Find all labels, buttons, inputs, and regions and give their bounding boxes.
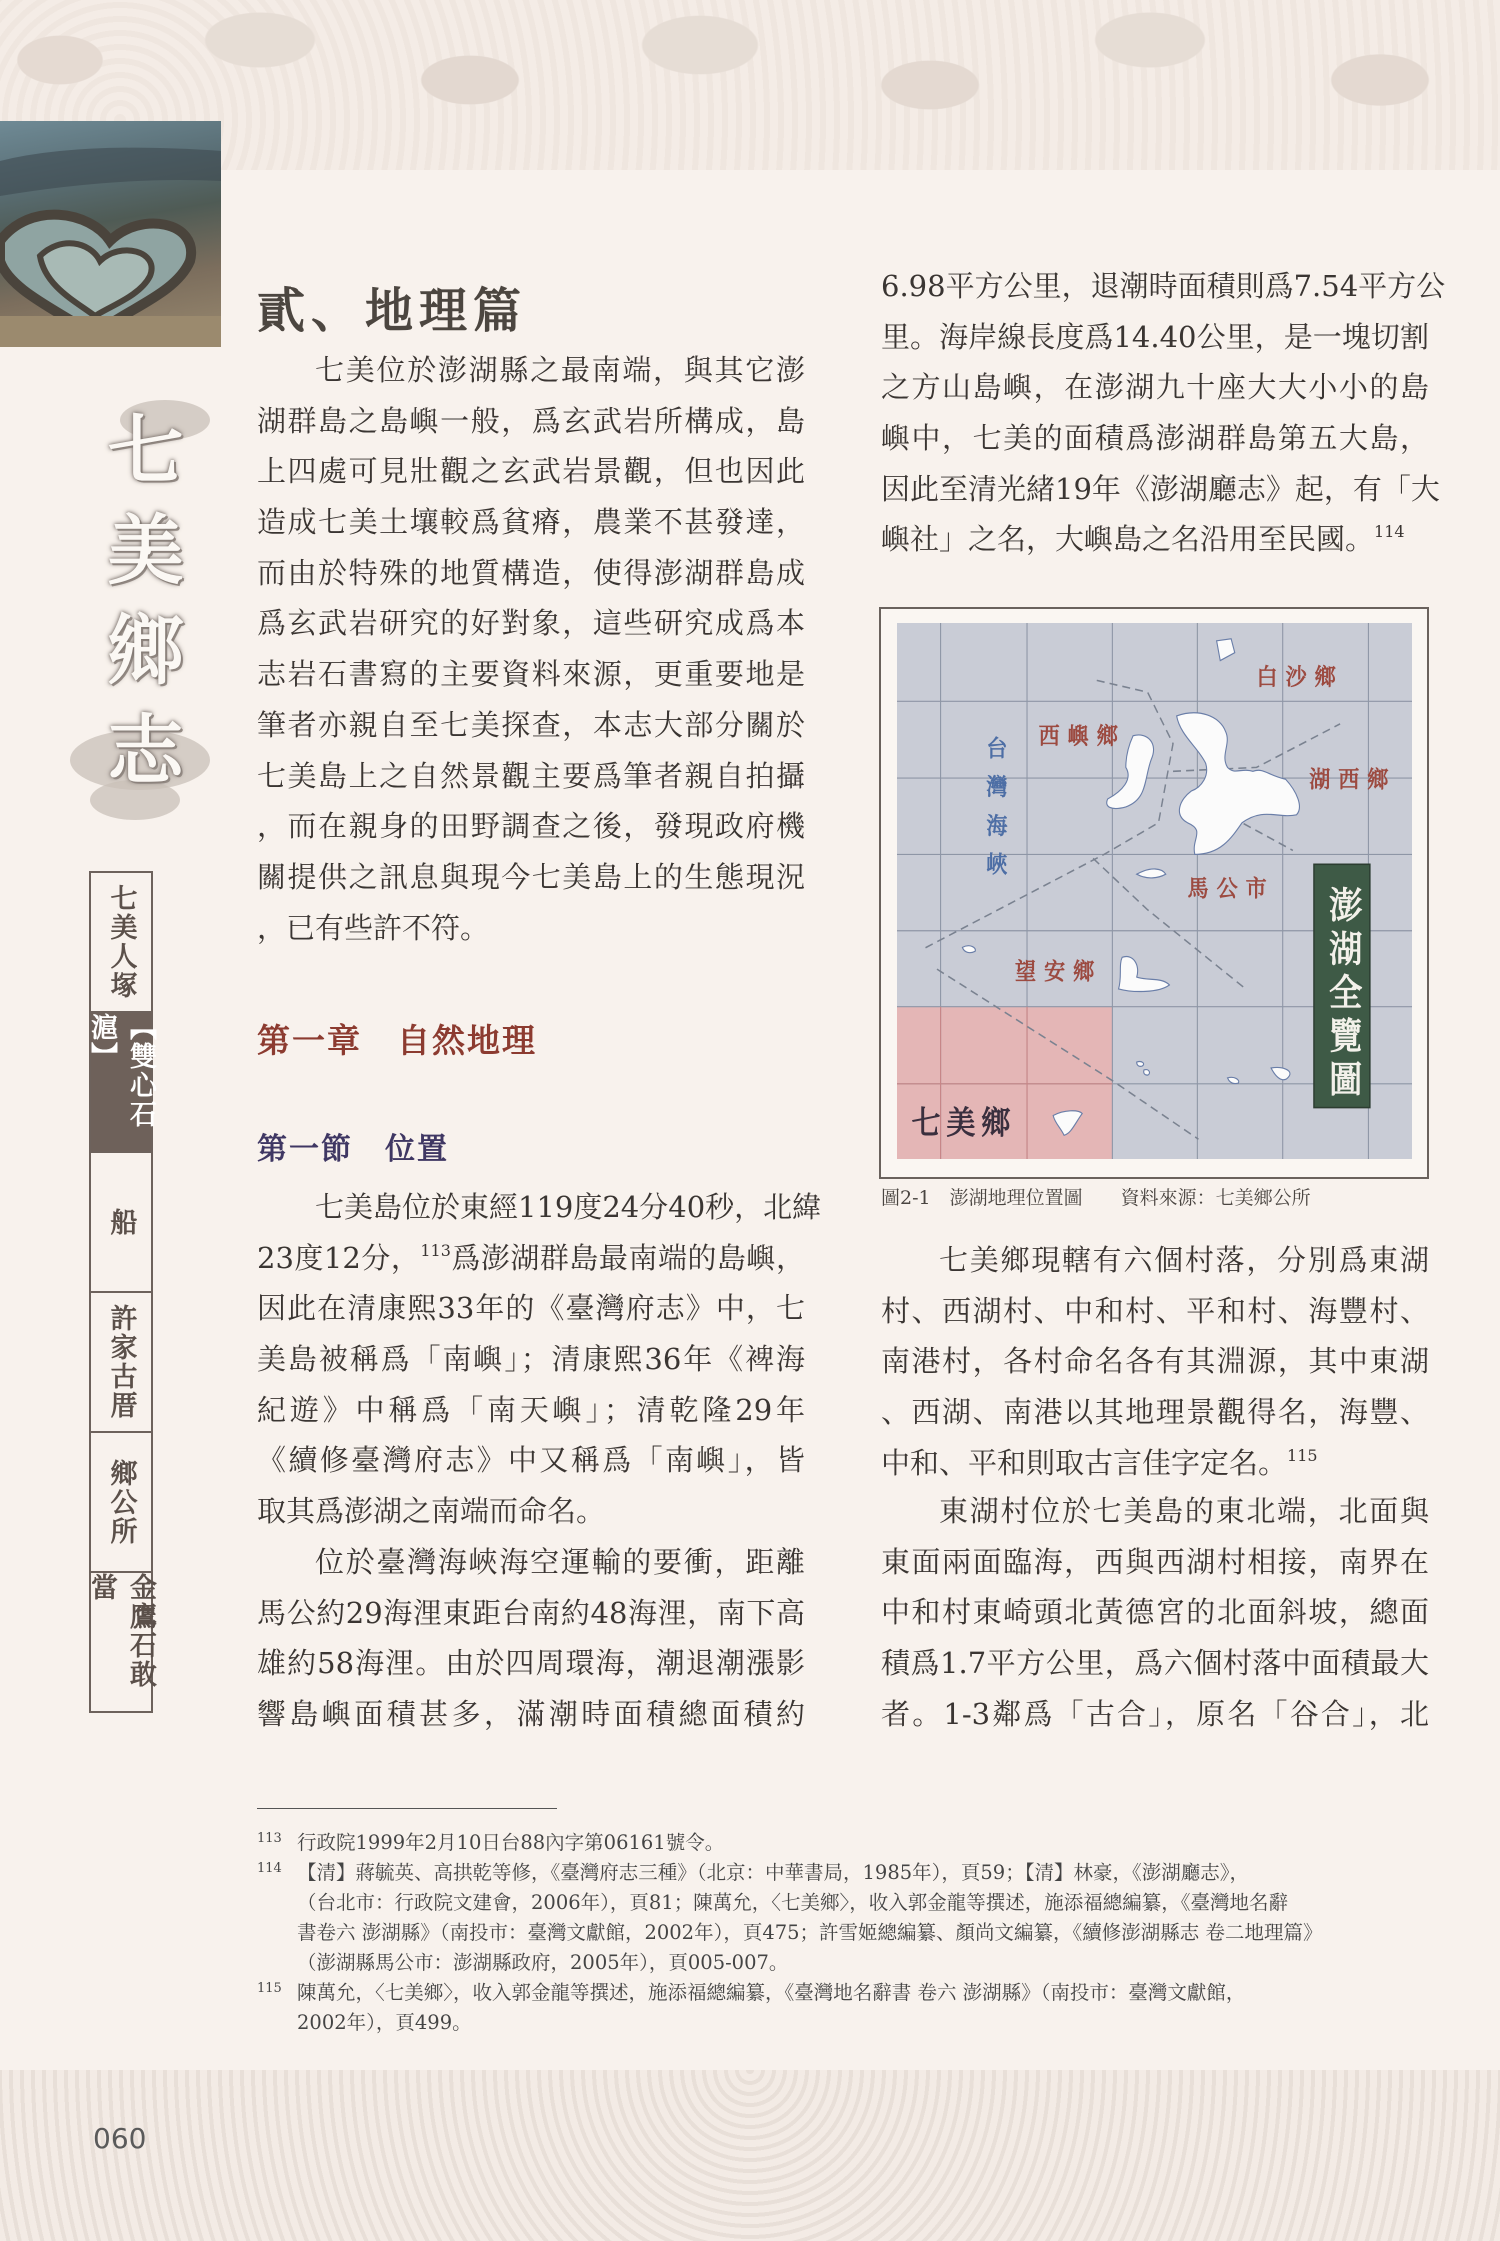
footnote	[257, 1858, 1432, 1978]
text-line: 而由於特殊的地質構造，使得澎湖群島成	[257, 555, 805, 590]
sidebar-tab-label: 鄉公所	[105, 1458, 137, 1546]
text-line: 之方山島嶼，在澎湖九十座大大小小的島	[881, 370, 1429, 405]
text-line: 七美島上之自然景觀主要爲筆者親自拍攝	[257, 758, 805, 793]
decorative-wave-band	[0, 2070, 1500, 2241]
sidebar-tab[interactable]	[86, 1573, 156, 1713]
footnote-reference[interactable]: 115	[1287, 1445, 1318, 1465]
map-title: 澎湖全覽圖	[1322, 886, 1362, 1104]
area-paragraph	[881, 261, 1446, 565]
villages-paragraph	[881, 1235, 1429, 1488]
twin-hearts-stone-weir-photo	[0, 121, 221, 347]
footnote-line: 2002年），頁499。	[297, 2011, 472, 2034]
text-segment: 中和、平和則取古言佳字定名。	[881, 1445, 1288, 1480]
text-line: ，已有些許不符。	[257, 910, 490, 945]
intro-paragraph	[257, 345, 805, 953]
map-label-baisha: 白沙鄉	[1256, 664, 1344, 691]
footnote-divider	[257, 1808, 557, 1809]
text-line: 積爲1.7平方公里，爲六個村落中面積最大	[881, 1646, 1429, 1681]
chapter-tab-sidebar	[86, 871, 156, 1713]
text-line: 因此在清康熙33年的《臺灣府志》中，七	[257, 1291, 805, 1326]
text-line: 爲玄武岩研究的好對象，這些研究成爲本	[257, 606, 805, 641]
sidebar-tab-label: 許家古厝	[105, 1304, 137, 1420]
sidebar-tab-label: 七美人塚	[105, 884, 137, 1000]
footnote-line: （台北市：行政院文建會，2006年），頁81；陳萬允，〈七美鄉〉，收入郭金龍等撰述，施添福總編纂，《臺灣地名辭	[297, 1891, 1288, 1914]
text-line: 、西湖、南港以其地理景觀得名，海豐、	[881, 1395, 1429, 1430]
location-paragraph	[257, 1182, 822, 1537]
sidebar-tab[interactable]	[91, 1153, 151, 1293]
footnote-line: 行政院1999年2月10日台88內字第06161號令。	[297, 1831, 725, 1854]
text-line: 中和村東崎頭北黃德宮的北面斜坡，總面	[881, 1595, 1429, 1630]
footnote-reference[interactable]: 113	[420, 1240, 451, 1260]
text-line: 關提供之訊息與現今七美島上的生態現況	[257, 859, 805, 894]
footnote-number: 115	[257, 1981, 282, 1996]
text-line: 因此至清光緒19年《澎湖廳志》起，有「大	[881, 471, 1440, 506]
text-line: 上四處可見壯觀之玄武岩景觀，但也因此	[257, 454, 805, 489]
book-title-calligraphy	[70, 400, 220, 850]
text-segment: 爲澎湖群島最南端的島嶼，	[450, 1240, 805, 1275]
book-title: 七美鄉志	[95, 410, 184, 810]
footnote	[257, 1978, 1432, 2038]
text-line: 者。1-3鄰爲「古合」，原名「谷合」，北	[881, 1696, 1429, 1731]
distance-paragraph	[257, 1537, 805, 1740]
text-line: 湖群島之島嶼一般，爲玄武岩所構成，島	[257, 403, 805, 438]
decorative-cloud-band	[0, 0, 1500, 170]
text-line: 東湖村位於七美島的東北端，北面與	[939, 1494, 1429, 1528]
text-segment: 嶼社」之名，大嶼島之名沿用至民國。	[881, 522, 1375, 557]
sidebar-tab-label: 金鷹石敢當	[86, 1573, 156, 1689]
map-label-wangan: 望安鄉	[1015, 959, 1103, 986]
footnote	[257, 1828, 1432, 1858]
footnote-reference[interactable]: 114	[1374, 522, 1405, 542]
text-line	[881, 1438, 1429, 1489]
footnote-number: 113	[257, 1831, 282, 1846]
sidebar-tab[interactable]	[91, 1433, 151, 1573]
map-label-taiwan-strait: 台灣海峽	[983, 735, 1008, 891]
text-line: 位於臺灣海峽海空運輸的要衝，距離	[315, 1545, 805, 1579]
sidebar-tab[interactable]	[91, 873, 151, 1013]
text-line: 紀遊》中稱爲「南天嶼」；清乾隆29年	[257, 1392, 805, 1427]
text-line: 東面兩面臨海，西與西湖村相接，南界在	[881, 1544, 1429, 1579]
text-line: 《續修臺灣府志》中又稱爲「南嶼」，皆	[257, 1443, 805, 1478]
text-line	[881, 514, 1429, 565]
map-label-xiyu: 西嶼鄉	[1038, 723, 1126, 750]
figure-caption: 圖2-1 澎湖地理位置圖 資料來源：七美鄉公所	[881, 1187, 1311, 1209]
text-line: 雄約58海浬。由於四周環海，潮退潮漲影	[257, 1646, 805, 1681]
text-line: 美島被稱爲「南嶼」；清康熙36年《裨海	[257, 1342, 805, 1377]
text-line: 七美島位於東經119度24分40秒，北緯	[315, 1190, 822, 1224]
section-heading: 第一節 位置	[257, 1132, 449, 1167]
text-line: 南港村，各村命名各有其淵源，其中東湖	[881, 1344, 1429, 1379]
footnote-line: 【清】蔣毓英、高拱乾等修，《臺灣府志三種》（北京：中華書局，1985年），頁59；【清】林豪，《澎湖廳志》，	[297, 1861, 1249, 1884]
footnote-line: 書卷六 澎湖縣》（南投市：臺灣文獻館，2002年），頁475；許雪姬總編纂、顏尚文編纂，《續修澎湖縣志 卷二地理篇》	[297, 1921, 1323, 1944]
donghu-paragraph	[881, 1486, 1429, 1739]
text-line: 響島嶼面積甚多，滿潮時面積總面積約	[257, 1697, 805, 1732]
text-line: 七美鄉現轄有六個村落，分別爲東湖	[939, 1243, 1429, 1277]
sidebar-tab[interactable]	[91, 1293, 151, 1433]
text-line: 馬公約29海浬東距台南約48海浬，南下高	[257, 1595, 805, 1630]
text-line: 村、西湖村、中和村、平和村、海豐村、	[881, 1293, 1429, 1328]
page-number: 060	[93, 2122, 147, 2155]
footnote-number: 114	[257, 1861, 282, 1876]
text-line: 筆者亦親自至七美探查，本志大部分關於	[257, 707, 805, 742]
penghu-map-figure	[879, 607, 1429, 1179]
text-line: ，而在親身的田野調查之後，發現政府機	[257, 809, 805, 844]
map-label-huxi: 湖西鄉	[1309, 767, 1397, 794]
part-title: 貳、地理篇	[257, 283, 528, 339]
map-label-magong: 馬公市	[1187, 876, 1275, 903]
footnote-line: 陳萬允，〈七美鄉〉，收入郭金龍等撰述，施添福總編纂，《臺灣地名辭書 卷六 澎湖縣》（南投市：臺灣文獻館，	[297, 1981, 1246, 2004]
text-line	[257, 1233, 805, 1284]
text-line: 取其爲澎湖之南端而命名。	[257, 1494, 606, 1529]
text-segment: 23度12分，	[257, 1240, 421, 1275]
text-line: 造成七美土壤較爲貧瘠，農業不甚發達，	[257, 505, 805, 540]
sidebar-tab[interactable]	[86, 1013, 156, 1153]
text-line: 志岩石書寫的主要資料來源，更重要地是	[257, 657, 805, 692]
footnotes	[257, 1828, 1432, 2038]
map-label-qimei: 七美鄉	[911, 1105, 1017, 1142]
text-line: 嶼中，七美的面積爲澎湖群島第五大島，	[881, 421, 1429, 456]
sidebar-tab-label: 船	[105, 1207, 137, 1237]
penghu-map	[897, 623, 1412, 1159]
sidebar-tab-label: 【雙心石滬】	[86, 1013, 156, 1129]
text-line: 里。海岸線長度爲14.40公里，是一塊切割	[881, 319, 1429, 354]
footnote-line: （澎湖縣馬公市：澎湖縣政府，2005年），頁005-007。	[297, 1951, 789, 1974]
text-line: 6.98平方公里，退潮時面積則爲7.54平方公	[881, 269, 1446, 303]
text-line: 七美位於澎湖縣之最南端，與其它澎	[315, 353, 805, 387]
chapter-heading: 第一章 自然地理	[257, 1021, 537, 1060]
